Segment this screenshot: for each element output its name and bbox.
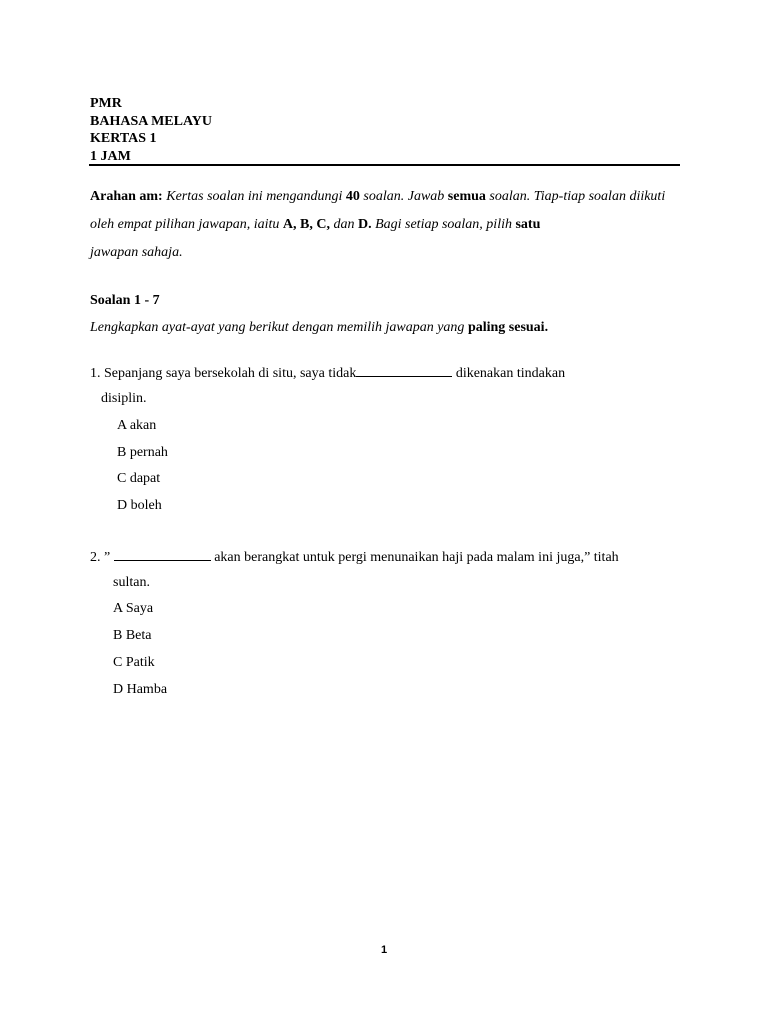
instructions-one: satu — [515, 217, 541, 232]
question-2-option-d: D Hamba — [113, 682, 168, 697]
page-number: 1 — [380, 944, 388, 956]
answer-blank — [356, 364, 452, 377]
instructions-text-2: soalan. Jawab — [363, 189, 445, 204]
section-desc-bold: paling sesuai. — [467, 320, 549, 335]
general-instructions — [90, 183, 682, 267]
question-2-text-after: akan berangkat untuk pergi menunaikan haji pada malam ini juga,” titah — [214, 550, 619, 565]
instructions-and: dan — [333, 217, 355, 232]
instructions-question-count: 40 — [345, 189, 360, 204]
instructions-text-4: Bagi setiap soalan, pilih — [375, 217, 512, 232]
instructions-all: semua — [447, 189, 486, 204]
instructions-last-choice: D. — [357, 217, 372, 232]
instructions-choices: A, B, C, — [282, 217, 330, 232]
question-2-text: 2. ” — [90, 550, 111, 565]
instructions-label: Arahan am: — [90, 189, 163, 204]
question-1-line-2: disiplin. — [101, 391, 147, 406]
document-header — [90, 95, 212, 165]
instructions-text-5: jawapan sahaja. — [90, 245, 183, 260]
instructions-text-1: Kertas soalan ini mengandungi — [166, 189, 343, 204]
answer-blank — [114, 548, 211, 561]
question-1-option-d: D boleh — [117, 498, 162, 513]
question-1-option-c: C dapat — [117, 471, 161, 486]
header-paper: KERTAS 1 — [90, 131, 157, 146]
question-1-stem — [90, 364, 565, 382]
header-subject: BAHASA MELAYU — [90, 113, 213, 129]
header-divider — [89, 164, 680, 166]
section-description — [90, 320, 548, 336]
section-desc-text: Lengkapkan ayat-ayat yang berikut dengan memilih jawapan yang — [90, 320, 465, 335]
header-exam: PMR — [90, 96, 122, 111]
question-2-stem — [90, 548, 619, 566]
question-2-option-c: C Patik — [113, 655, 155, 670]
question-1-option-a: A akan — [117, 418, 157, 433]
question-1-text: 1. Sepanjang saya bersekolah di situ, saya tidak — [90, 366, 357, 381]
question-1-text-after: dikenakan tindakan — [455, 366, 566, 381]
question-2-option-b: B Beta — [113, 628, 152, 643]
question-2-option-a: A Saya — [113, 601, 154, 616]
instructions-text-3: soalan. Tiap-tiap soalan diikuti oleh empat pilihan jawapan, iaitu — [90, 189, 666, 232]
section-title: Soalan 1 - 7 — [90, 293, 160, 308]
header-duration: 1 JAM — [90, 148, 131, 164]
question-2-line-2: sultan. — [113, 575, 150, 590]
question-1-option-b: B pernah — [117, 445, 168, 460]
